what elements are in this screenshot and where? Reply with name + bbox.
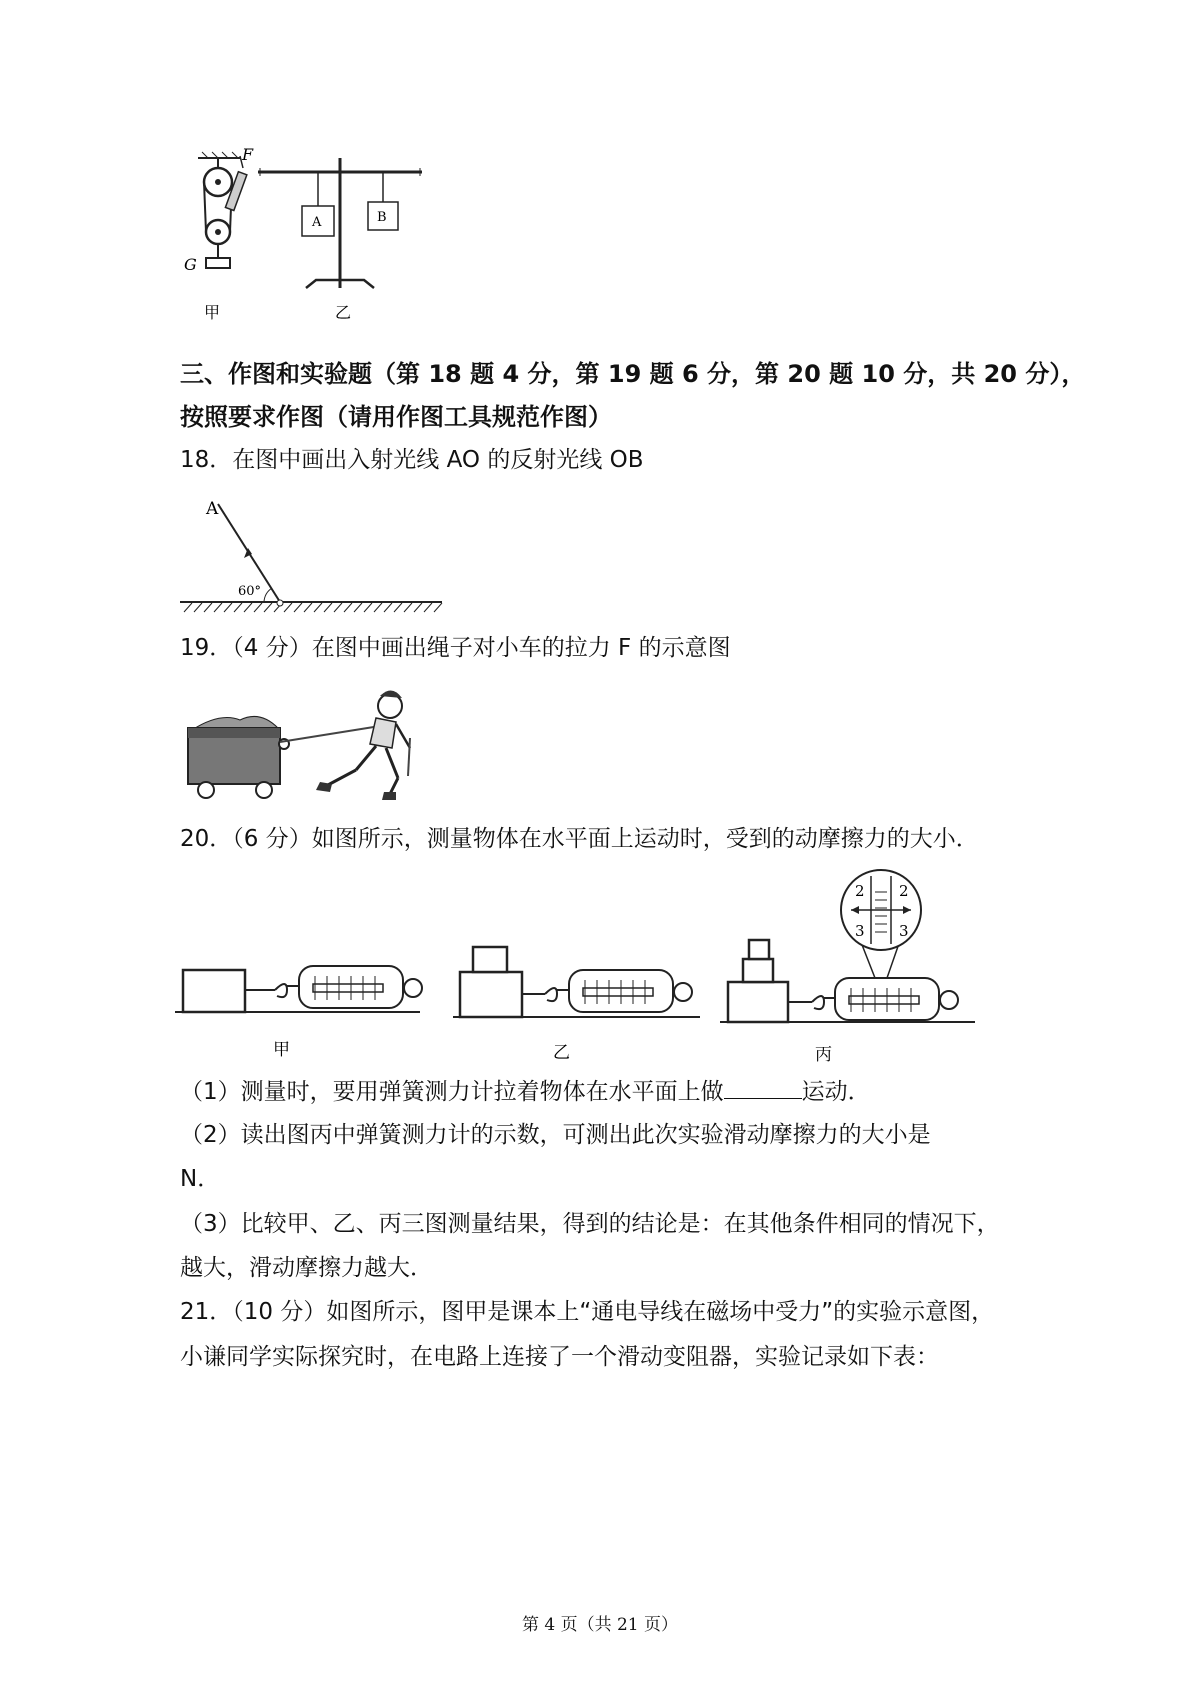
q21-line2: 小谦同学实际探究时，在电路上连接了一个滑动变阻器，实验记录如下表：	[180, 1344, 939, 1370]
q18-text: 18．在图中画出入射光线 AO 的反射光线 OB	[180, 447, 644, 473]
q20-sub3: （3）比较甲、乙、丙三图测量结果，得到的结论是：在其他条件相同的情况下，	[180, 1211, 1000, 1237]
zoom-label-2-left: 2	[855, 882, 865, 900]
force-label-F: F	[242, 145, 254, 164]
section-title: 三、作图和实验题（第 18 题 4 分，第 19 题 6 分，第 20 题 10 分，共 20 分），	[180, 360, 1086, 388]
block-label-B: B	[377, 210, 387, 225]
caption-bing: 丙	[815, 1045, 832, 1065]
caption-yi: 乙	[335, 303, 352, 322]
caption-yi: 乙	[553, 1043, 570, 1063]
pulley-figure	[180, 145, 420, 330]
zoom-label-2-right: 2	[899, 882, 909, 900]
zoom-label-3-right: 3	[899, 922, 909, 940]
q20-sub3-cont: 越大，滑动摩擦力越大．	[180, 1255, 433, 1281]
q21-line1: 21．（10 分）如图所示，图甲是课本上“通电导线在磁场中受力”的实验示意图，	[180, 1299, 995, 1325]
q20-sub2-unit: N．	[180, 1166, 221, 1192]
q20-sub1-post: 运动．	[801, 1079, 871, 1105]
q20-sub2: （2）读出图丙中弹簧测力计的示数，可测出此次实验滑动摩擦力的大小是	[180, 1122, 931, 1148]
point-label-A: A	[206, 499, 219, 519]
caption-jia: 甲	[204, 303, 221, 322]
reflection-figure	[180, 490, 450, 620]
cart-boy-figure	[180, 682, 430, 807]
page-footer: 第 4 页（共 21 页）	[521, 1615, 679, 1635]
section-subtitle: 按照要求作图（请用作图工具规范作图）	[180, 403, 612, 431]
q20-text: 20．（6 分）如图所示，测量物体在水平面上运动时，受到的动摩擦力的大小．	[180, 826, 979, 852]
q20-sub1-pre: （1）测量时，要用弹簧测力计拉着物体在水平面上做	[180, 1079, 724, 1105]
q20-sub1	[180, 1076, 871, 1107]
q19-text: 19．（4 分）在图中画出绳子对小车的拉力 F 的示意图	[180, 635, 731, 661]
angle-label: 60°	[238, 584, 262, 599]
block-label-A: A	[312, 215, 322, 230]
zoom-label-3-left: 3	[855, 922, 865, 940]
friction-figure	[175, 872, 1055, 1067]
caption-jia: 甲	[273, 1040, 290, 1060]
answer-blank[interactable]	[724, 1076, 802, 1099]
weight-label-G: G	[184, 255, 197, 274]
